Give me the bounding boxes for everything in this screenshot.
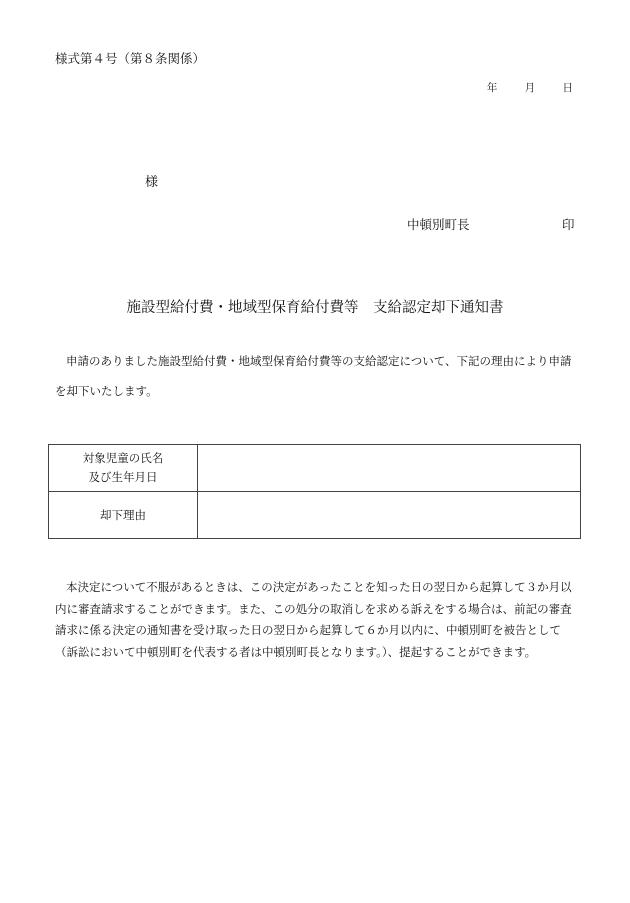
child-label-line1: 対象児童の氏名 xyxy=(82,451,164,465)
seal-mark: 印 xyxy=(562,217,575,232)
child-name-birthdate-value xyxy=(198,445,581,492)
child-label-line2: 及び生年月日 xyxy=(88,470,158,484)
form-number: 様式第４号（第８条関係） xyxy=(55,51,206,66)
info-table xyxy=(48,444,581,539)
child-name-birthdate-label xyxy=(49,445,198,492)
date-day-label: 日 xyxy=(562,82,573,94)
table-row-reason xyxy=(49,492,581,539)
rejection-reason-label: 却下理由 xyxy=(49,492,198,539)
document-title: 施設型給付費・地域型保育給付費等 支給認定却下通知書 xyxy=(126,300,504,316)
table-row-child xyxy=(49,445,581,492)
issuer-name: 中頓別町長 xyxy=(407,217,470,232)
appeal-notice-paragraph: 本決定について不服があるときは、この決定があったことを知った日の翌日から起算して３か月以内に審査請求することができます。また、この処分の取消しを求める訴えをする場合は、前記の審査請求に係る決定の通知書を受け取った日の翌日から起算して６か月以内に、中頓別町を被告として（訴訟において中頓別町を代表する者は中頓別町長となります。）、提起することができます。 xyxy=(55,580,572,659)
date-line xyxy=(463,80,573,95)
intro-paragraph: 申請のありました施設型給付費・地域型保育給付費等の支給認定について、下記の理由により申請を却下いたします。 xyxy=(55,354,572,398)
rejection-reason-value xyxy=(198,492,581,539)
date-year-label: 年 xyxy=(486,82,498,94)
addressee-suffix: 様 xyxy=(145,175,159,190)
date-month-label: 月 xyxy=(524,82,536,94)
